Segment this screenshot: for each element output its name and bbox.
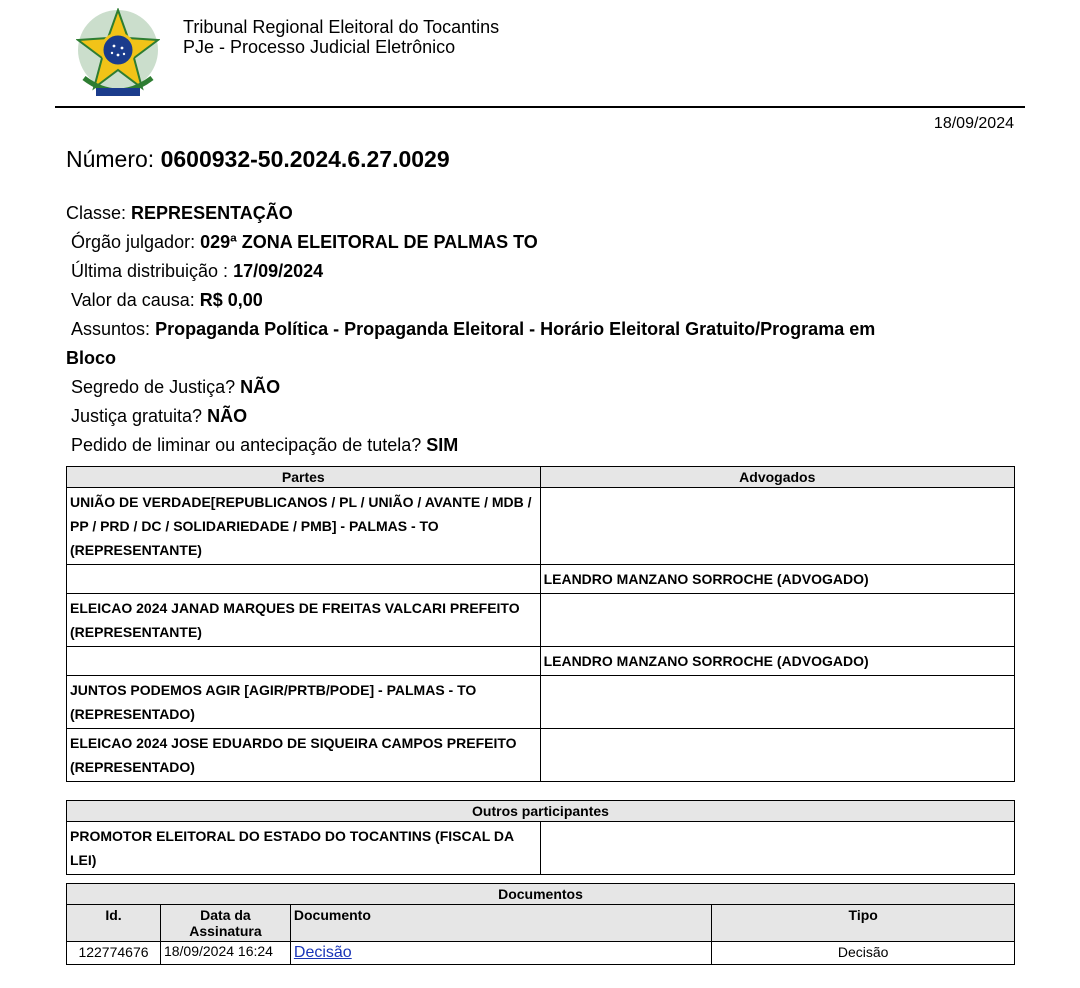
field-value: NÃO [240,377,281,397]
parte-cell: ELEICAO 2024 JOSE EDUARDO DE SIQUEIRA CAMPOS PREFEITO (REPRESENTADO) [67,729,541,782]
field-label: Última distribuição : [71,261,229,281]
partes-header: Partes [67,467,541,488]
system-name: PJe - Processo Judicial Eletrônico [183,37,456,57]
advogado-cell [540,488,1014,565]
header-divider [55,106,1025,108]
field-label: Pedido de liminar ou antecipação de tutela? [71,435,422,455]
table-row [67,676,1015,729]
field-value: 029ª ZONA ELEITORAL DE PALMAS TO [200,232,538,252]
participante-cell: PROMOTOR ELEITORAL DO ESTADO DO TOCANTINS (FISCAL DA LEI) [67,822,541,875]
field-label: Justiça gratuita? [71,406,203,426]
col-id-header: Id. [67,905,161,942]
process-number-label: Número: [66,146,155,172]
table-row [67,594,1015,647]
field-label: Valor da causa: [71,290,195,310]
doc-tipo-cell: Decisão [712,942,1015,965]
process-number-value: 0600932-50.2024.6.27.0029 [160,146,450,172]
table-row [67,565,1015,594]
field-value: Propaganda Política - Propaganda Eleitoral - Horário Eleitoral Gratuito/Programa em [155,319,876,339]
outros-participantes-table [66,800,1015,875]
advogado-cell: LEANDRO MANZANO SORROCHE (ADVOGADO) [540,565,1014,594]
field-segredo [66,373,1006,402]
field-value: REPRESENTAÇÃO [131,203,293,223]
document-header [0,0,1080,110]
institution-name: Tribunal Regional Eleitoral do Tocantins [183,17,500,37]
documentos-header: Documentos [67,884,1015,905]
advogados-header: Advogados [540,467,1014,488]
process-fields [66,199,1006,460]
field-value: R$ 0,00 [199,290,263,310]
field-classe [66,199,1006,228]
participante-extra-cell [540,822,1014,875]
advogado-cell [540,676,1014,729]
field-orgao [66,228,1006,257]
document-link[interactable]: Decisão [293,944,352,961]
advogado-cell [540,594,1014,647]
field-gratuita [66,402,1006,431]
process-number [66,146,450,173]
col-tipo-header: Tipo [712,905,1015,942]
parte-cell: UNIÃO DE VERDADE[REPUBLICANOS / PL / UNIÃO / AVANTE / MDB / PP / PRD / DC / SOLIDARIEDADE / PMB] - PALMAS - TO (REPRESENTANTE) [67,488,541,565]
parte-cell [67,565,541,594]
field-value: NÃO [207,406,248,426]
field-distribuicao [66,257,1006,286]
outros-header: Outros participantes [67,801,1015,822]
col-documento-header: Documento [290,905,711,942]
field-liminar [66,431,1006,460]
document-date: 18/09/2024 [933,115,1014,132]
field-assuntos [66,315,1006,344]
col-data-header: Data da Assinatura [160,905,290,942]
field-assuntos-cont [66,344,1006,373]
field-label: Segredo de Justiça? [71,377,236,397]
parte-cell [67,647,541,676]
advogado-cell [540,729,1014,782]
field-value: Bloco [66,348,117,368]
parte-cell: ELEICAO 2024 JANAD MARQUES DE FREITAS VALCARI PREFEITO (REPRESENTANTE) [67,594,541,647]
field-value: SIM [426,435,459,455]
table-row [67,729,1015,782]
partes-table [66,466,1015,782]
doc-link-cell [290,942,711,965]
field-label: Órgão julgador: [71,232,196,252]
parte-cell: JUNTOS PODEMOS AGIR [AGIR/PRTB/PODE] - PALMAS - TO (REPRESENTADO) [67,676,541,729]
table-row [67,942,1015,965]
brazil-coat-of-arms-icon [76,8,160,104]
table-row [67,647,1015,676]
documentos-table [66,883,1015,965]
doc-id-cell: 122774676 [67,942,161,965]
table-row [67,488,1015,565]
doc-date-cell: 18/09/2024 16:24 [160,942,290,965]
advogado-cell: LEANDRO MANZANO SORROCHE (ADVOGADO) [540,647,1014,676]
field-value: 17/09/2024 [233,261,324,281]
field-label: Classe: [66,203,127,223]
field-valor [66,286,1006,315]
field-label: Assuntos: [71,319,151,339]
table-row [67,822,1015,875]
